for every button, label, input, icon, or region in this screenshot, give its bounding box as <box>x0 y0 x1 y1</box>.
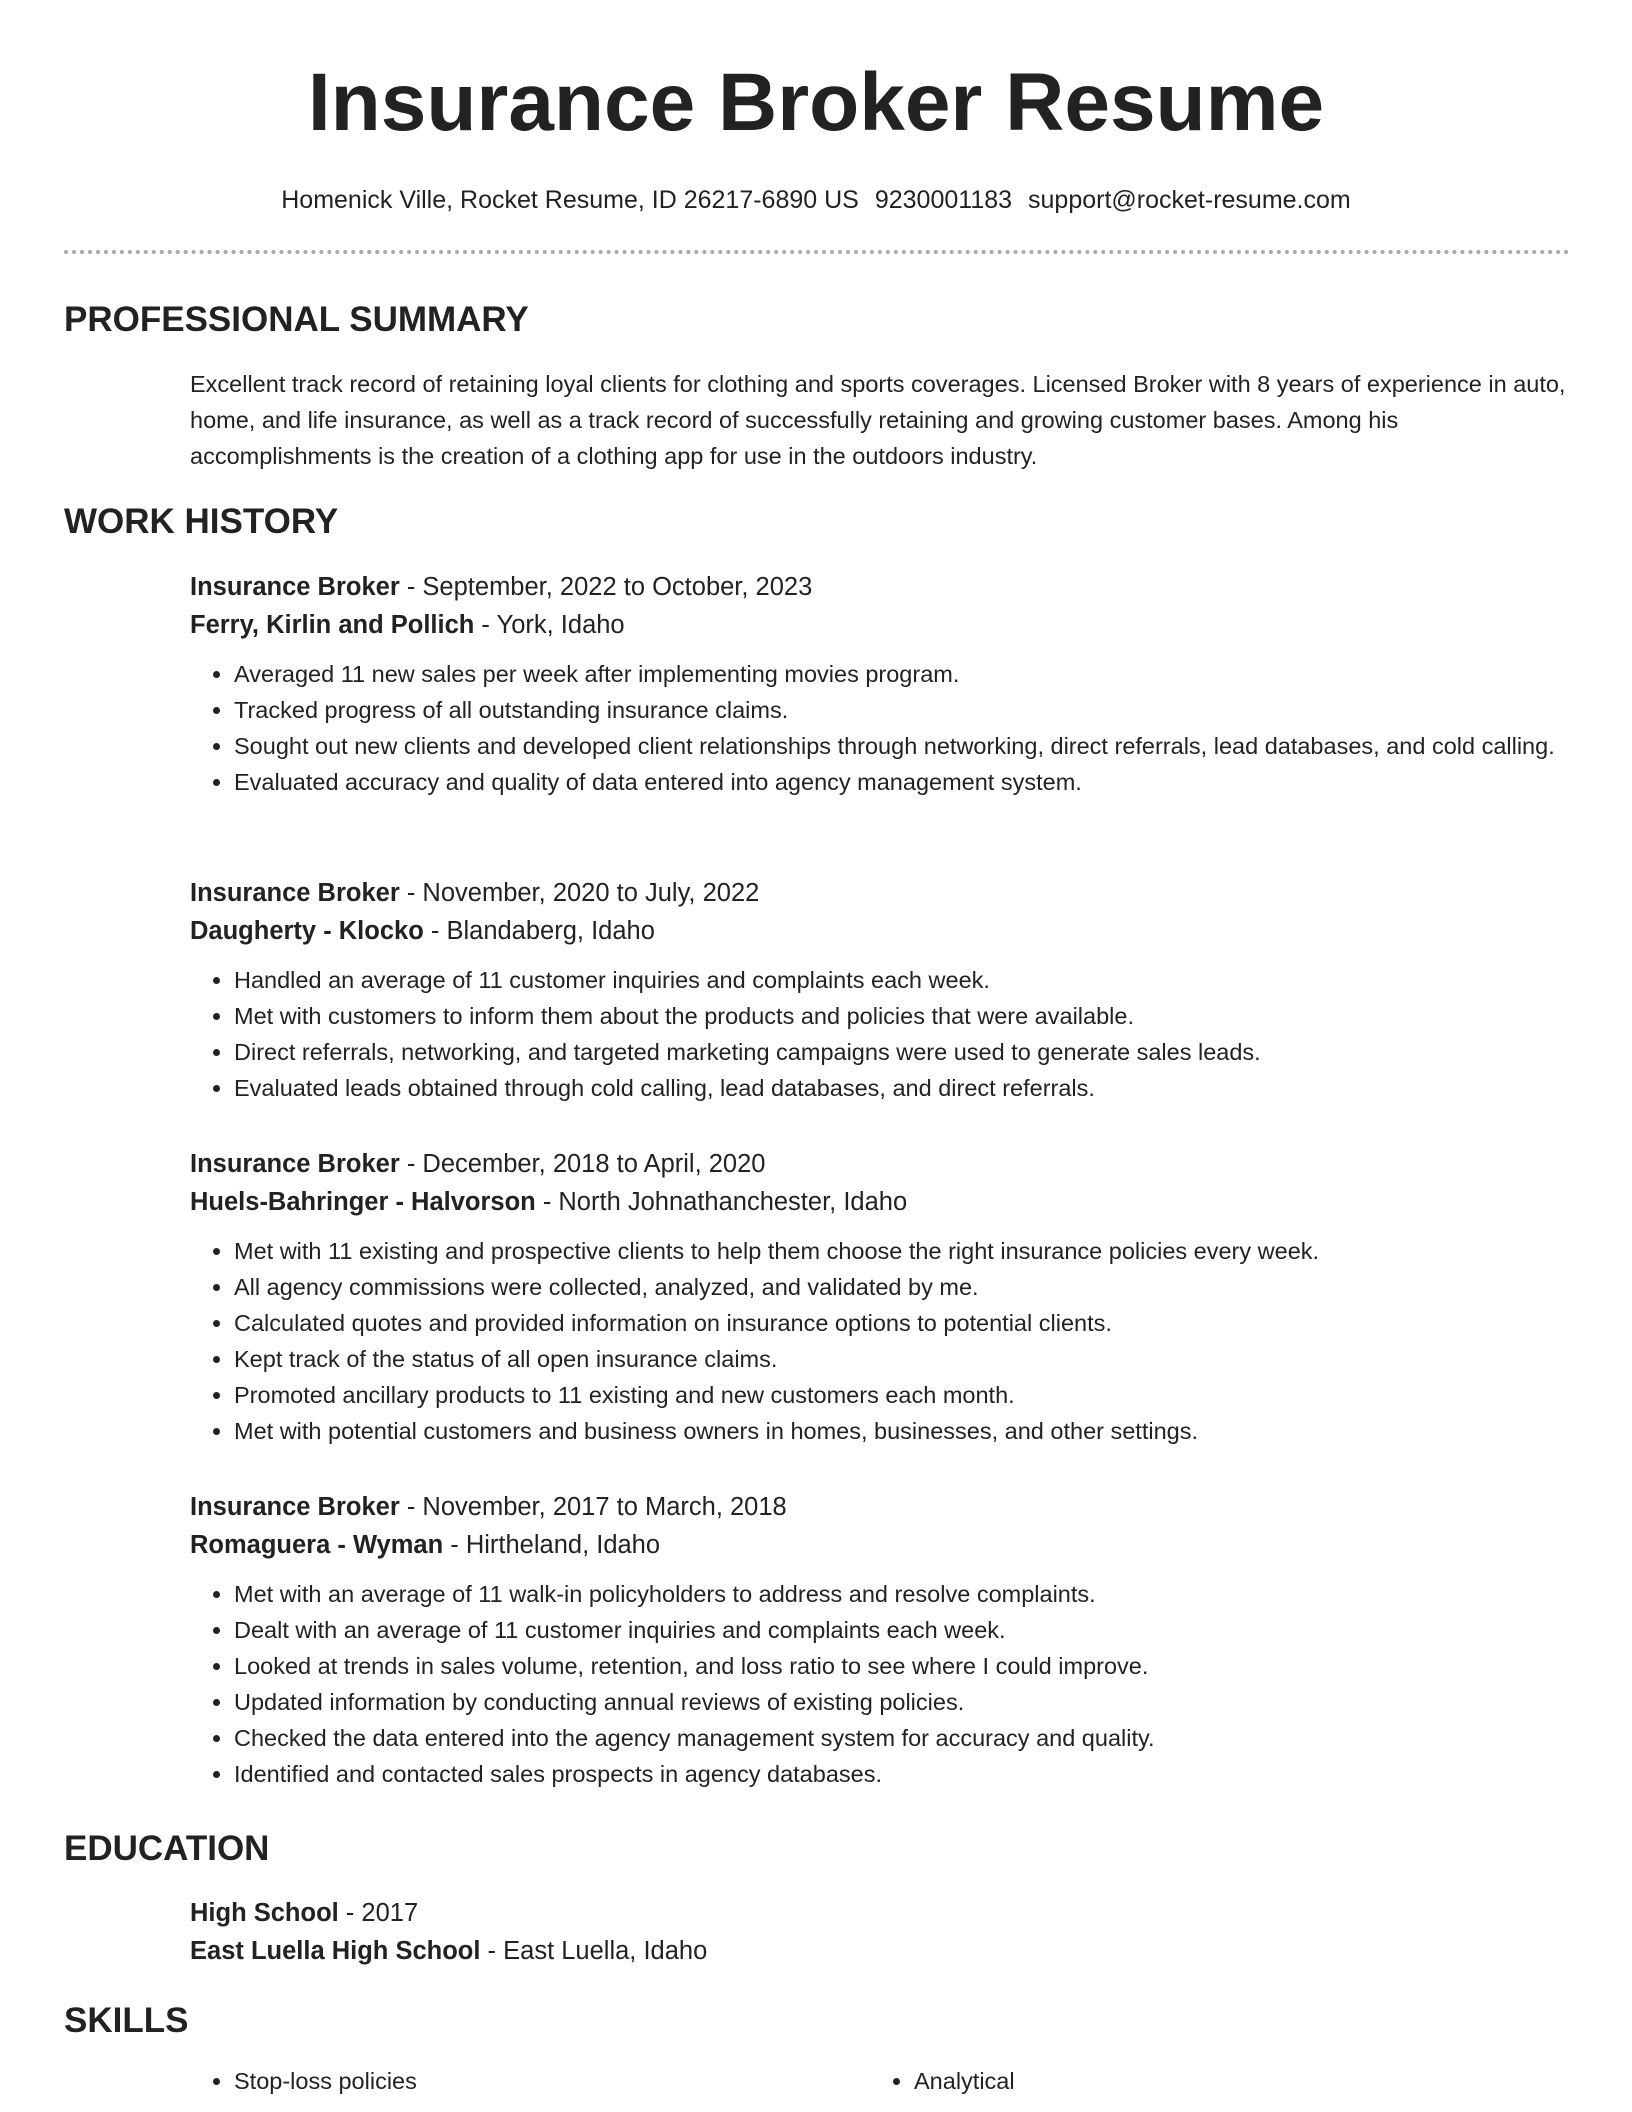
skills-column-right <box>870 2063 1550 2099</box>
list-item: • Averaged 11 new sales per week after implementing movies program. <box>234 656 1570 692</box>
summary-heading: PROFESSIONAL SUMMARY <box>64 300 529 339</box>
contact-phone: 9230001183 <box>874 186 1013 214</box>
list-item: • Handled an average of 11 customer inquiries and complaints each week. <box>234 962 1570 998</box>
skills-heading: SKILLS <box>64 2001 189 2040</box>
contact-email: support@rocket-resume.com <box>1028 186 1351 214</box>
list-item: • Updated information by conducting annual reviews of existing policies. <box>234 1684 1570 1720</box>
list-item: • Met with potential customers and business owners in homes, businesses, and other settings. <box>234 1413 1570 1449</box>
job-dates: - December, 2018 to April, 2020 <box>399 1150 766 1178</box>
job-bullets <box>190 1233 1570 1449</box>
list-item: • Direct referrals, networking, and targeted marketing campaigns were used to generate sales leads. <box>234 1034 1570 1070</box>
list-item: • Dealt with an average of 11 customer inquiries and complaints each week. <box>234 1612 1570 1648</box>
job-entry <box>190 568 1570 800</box>
skill-item: • Analytical <box>914 2063 1550 2099</box>
education-school-line <box>190 1932 1570 1970</box>
summary-text: Excellent track record of retaining loyal clients for clothing and sports coverages. Licensed Broker with 8 years of experience in auto, home, and life insurance, as well as a track record of successfully retaining and growing customer bases. Among his accomplishments is the creation of a clothing app for use in the outdoors industry. <box>190 371 1566 469</box>
job-company-line <box>190 912 1570 950</box>
job-entry <box>190 1145 1570 1449</box>
list-item: • Met with an average of 11 walk-in policyholders to address and resolve complaints. <box>234 1576 1570 1612</box>
education-degree-line <box>190 1894 1570 1932</box>
job-title-line <box>190 1488 1570 1526</box>
job-location: - North Johnathanchester, Idaho <box>535 1188 908 1216</box>
list-item: • Met with 11 existing and prospective clients to help them choose the right insurance policies every week. <box>234 1233 1570 1269</box>
list-item: • Looked at trends in sales volume, retention, and loss ratio to see where I could improve. <box>234 1648 1570 1684</box>
list-item: • Evaluated accuracy and quality of data entered into agency management system. <box>234 764 1570 800</box>
education-entry <box>190 1894 1570 1970</box>
contact-address: Homenick Ville, Rocket Resume, ID 26217-6890 US <box>281 186 859 214</box>
list-item: • All agency commissions were collected, analyzed, and validated by me. <box>234 1269 1570 1305</box>
work-history-heading: WORK HISTORY <box>64 502 339 541</box>
contact-line <box>0 183 1632 217</box>
list-item: • Calculated quotes and provided information on insurance options to potential clients. <box>234 1305 1570 1341</box>
header-divider <box>64 250 1570 254</box>
skill-item: • Stop-loss policies <box>234 2063 870 2099</box>
list-item: • Met with customers to inform them about the products and policies that were available. <box>234 998 1570 1034</box>
list-item: • Checked the data entered into the agency management system for accuracy and quality. <box>234 1720 1570 1756</box>
job-entry <box>190 1488 1570 1792</box>
job-company: Daugherty - Klocko <box>190 917 424 945</box>
job-bullets <box>190 656 1570 800</box>
list-item: • Sought out new clients and developed client relationships through networking, direct referrals, lead databases, and cold calling. <box>234 728 1570 764</box>
job-title: Insurance Broker <box>190 879 400 907</box>
list-item: • Tracked progress of all outstanding insurance claims. <box>234 692 1570 728</box>
resume-title: Insurance Broker Resume <box>307 57 1325 148</box>
job-dates: - November, 2020 to July, 2022 <box>399 879 760 907</box>
education-location: - East Luella, Idaho <box>480 1937 708 1965</box>
job-dates: - September, 2022 to October, 2023 <box>399 573 813 601</box>
job-title: Insurance Broker <box>190 1493 400 1521</box>
job-title: Insurance Broker <box>190 573 400 601</box>
job-title-line <box>190 874 1570 912</box>
job-title-line <box>190 568 1570 606</box>
job-bullets <box>190 1576 1570 1792</box>
job-company-line <box>190 606 1570 644</box>
job-title-line <box>190 1145 1570 1183</box>
job-company-line <box>190 1526 1570 1564</box>
job-entry <box>190 874 1570 1106</box>
job-location: - Hirtheland, Idaho <box>443 1531 661 1559</box>
education-year: - 2017 <box>338 1899 419 1927</box>
skills-column-left <box>190 2063 870 2099</box>
job-company: Huels-Bahringer - Halvorson <box>190 1188 536 1216</box>
job-company: Ferry, Kirlin and Pollich <box>190 611 475 639</box>
job-title: Insurance Broker <box>190 1150 400 1178</box>
list-item: • Evaluated leads obtained through cold calling, lead databases, and direct referrals. <box>234 1070 1570 1106</box>
job-company: Romaguera - Wyman <box>190 1531 444 1559</box>
job-bullets <box>190 962 1570 1106</box>
education-school: East Luella High School <box>190 1937 481 1965</box>
job-location: - Blandaberg, Idaho <box>423 917 655 945</box>
list-item: • Promoted ancillary products to 11 existing and new customers each month. <box>234 1377 1570 1413</box>
job-company-line <box>190 1183 1570 1221</box>
education-degree: High School <box>190 1899 339 1927</box>
list-item: • Identified and contacted sales prospects in agency databases. <box>234 1756 1570 1792</box>
list-item: • Kept track of the status of all open insurance claims. <box>234 1341 1570 1377</box>
education-heading: EDUCATION <box>64 1829 270 1868</box>
job-dates: - November, 2017 to March, 2018 <box>399 1493 787 1521</box>
job-location: - York, Idaho <box>474 611 625 639</box>
skills-list <box>190 2063 1570 2099</box>
